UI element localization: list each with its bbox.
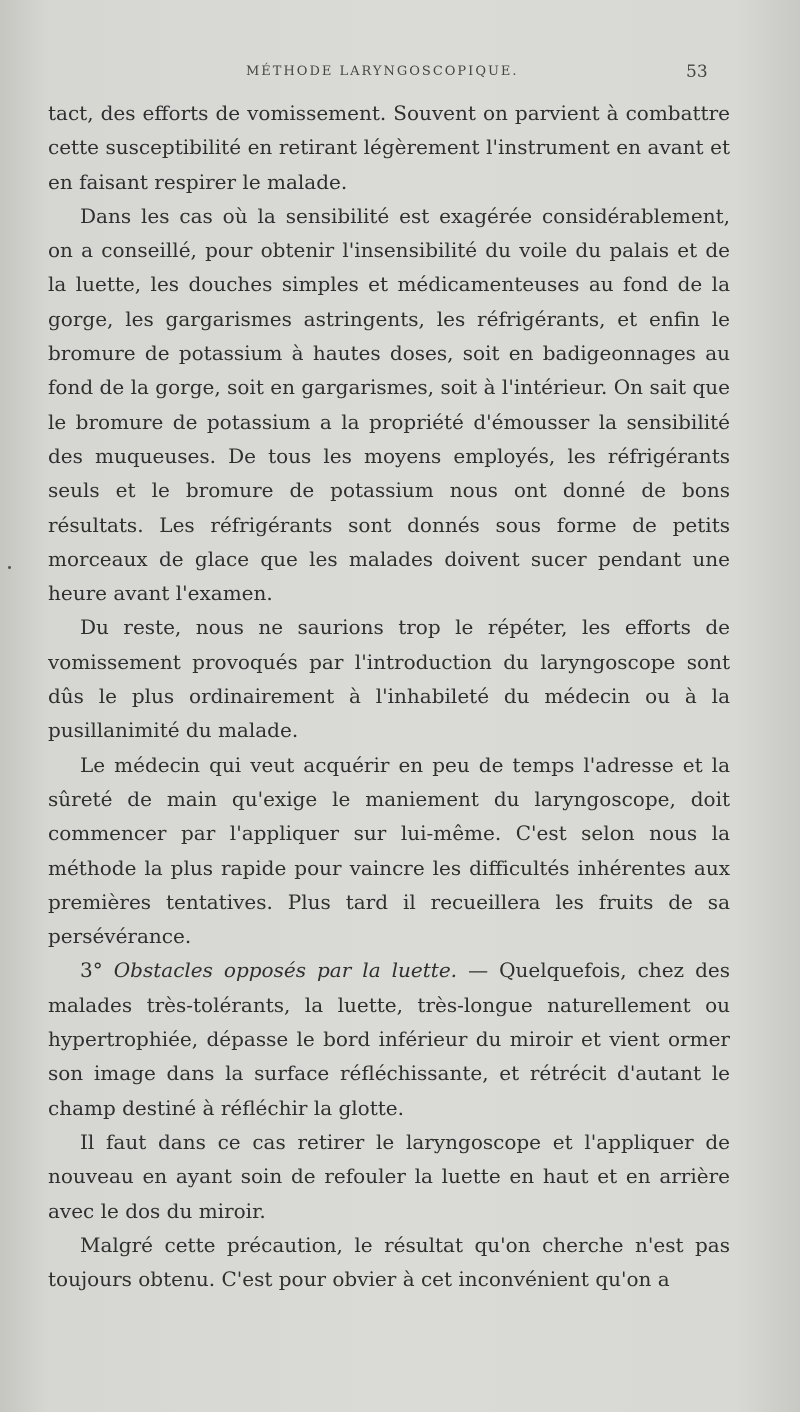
page-number: 53 bbox=[686, 62, 708, 82]
paragraph-withdraw: Il faut dans ce cas retirer le laryngoscope et l'appliquer de nouveau en ayant soin de refouler la luette en haut et en arrière avec le dos du miroir. bbox=[48, 1129, 730, 1223]
paragraph-continuation: tact, des efforts de vomissement. Souvent on parvient à combattre cette susceptibilité en retirant légèrement l'instrument en avant et en faisant respirer le malade. bbox=[48, 101, 730, 194]
paragraph-sensibility: Dans les cas où la sensibilité est exagérée considérablement, on a conseillé, pour obtenir l'insensibilité du voile du palais et de la luette, les douches simples et médicamenteuses au fond de la gorge, les gargarismes astringents, les réfrigérants, et enfin le bromure de potassium à hautes doses, soit en badigeonnages au fond de la gorge, soit en gargarismes, soit à l'intérieur. On sait que le bromure de potassium a la propriété d'émousser la sensibilité des muqueuses. De tous les moyens employés, les réfrigérants seuls et le bromure de potassium nous ont donné de bons résultats. Les réfrigérants sont donnés sous forme de petits morceaux de glace que les malades doivent sucer pendant une heure avant l'examen. bbox=[48, 203, 730, 606]
body-text bbox=[48, 96, 730, 1296]
running-head bbox=[0, 62, 800, 86]
paragraph-vomiting: Du reste, nous ne saurions trop le répéter, les efforts de vomissement provoqués par l'introduction du laryngoscope sont dûs le plus ordinairement à l'inhabileté du médecin ou à la pusillanimité du malade. bbox=[48, 615, 730, 743]
paragraph-precaution: Malgré cette précaution, le résultat qu'on cherche n'est pas toujours obtenu. C'est pour obvier à cet inconvénient qu'on a bbox=[48, 1232, 730, 1292]
section-paragraph-luette bbox=[48, 953, 730, 1124]
section-title: Obstacles opposés par la luette. bbox=[113, 958, 458, 983]
section-number: 3° bbox=[80, 958, 103, 983]
running-title: MÉTHODE LARYNGOSCOPIQUE. bbox=[246, 64, 519, 79]
margin-dot bbox=[8, 566, 11, 569]
paragraph-self-practice: Le médecin qui veut acquérir en peu de temps l'adresse et la sûreté de main qu'exige le maniement du laryngoscope, doit commencer par l'appliquer sur lui-même. C'est selon nous la méthode la plus rapide pour vaincre les difficultés inhérentes aux premières tentatives. Plus tard il recueillera les fruits de sa persévérance. bbox=[48, 752, 730, 949]
section-text: — Quelquefois, chez des malades très-tolérants, la luette, très-longue naturellement ou hypertrophiée, dépasse le bord inférieur du miroir et vient ormer son image dans la surface réfléchissante, et rétrécit d'autant le champ destiné à réfléchir la glotte. bbox=[48, 958, 731, 1120]
